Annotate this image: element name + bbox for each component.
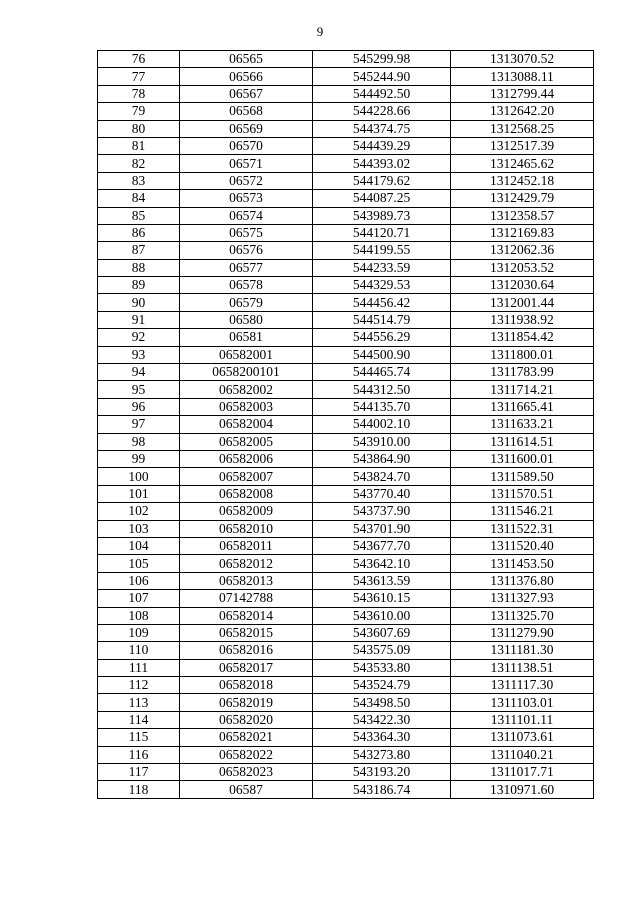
x-coordinate-cell: 544135.70: [313, 398, 451, 415]
table-row: [98, 746, 594, 763]
table-row: [98, 68, 594, 85]
x-coordinate-cell: 543824.70: [313, 468, 451, 485]
row-number-cell: 115: [98, 729, 180, 746]
point-id-cell: 06582007: [180, 468, 313, 485]
row-number-cell: 81: [98, 137, 180, 154]
table-row: [98, 764, 594, 781]
y-coordinate-cell: 1312568.25: [451, 120, 594, 137]
table-row: [98, 468, 594, 485]
x-coordinate-cell: 545299.98: [313, 51, 451, 68]
y-coordinate-cell: 1311453.50: [451, 555, 594, 572]
row-number-cell: 101: [98, 485, 180, 502]
y-coordinate-cell: 1311279.90: [451, 624, 594, 641]
table-row: [98, 120, 594, 137]
table-row: [98, 416, 594, 433]
y-coordinate-cell: 1312169.83: [451, 224, 594, 241]
table-row: [98, 207, 594, 224]
x-coordinate-cell: 543575.09: [313, 642, 451, 659]
x-coordinate-cell: 544556.29: [313, 329, 451, 346]
point-id-cell: 06582022: [180, 746, 313, 763]
table-row: [98, 677, 594, 694]
row-number-cell: 88: [98, 259, 180, 276]
row-number-cell: 78: [98, 85, 180, 102]
x-coordinate-cell: 545244.90: [313, 68, 451, 85]
row-number-cell: 76: [98, 51, 180, 68]
table-row: [98, 51, 594, 68]
y-coordinate-cell: 1311325.70: [451, 607, 594, 624]
point-id-cell: 06582017: [180, 659, 313, 676]
point-id-cell: 06571: [180, 155, 313, 172]
row-number-cell: 95: [98, 381, 180, 398]
y-coordinate-cell: 1311376.80: [451, 572, 594, 589]
row-number-cell: 113: [98, 694, 180, 711]
table-row: [98, 85, 594, 102]
point-id-cell: 06575: [180, 224, 313, 241]
x-coordinate-cell: 544439.29: [313, 137, 451, 154]
table-row: [98, 555, 594, 572]
point-id-cell: 06567: [180, 85, 313, 102]
y-coordinate-cell: 1311017.71: [451, 764, 594, 781]
table-row: [98, 398, 594, 415]
y-coordinate-cell: 1312517.39: [451, 137, 594, 154]
point-id-cell: 06582021: [180, 729, 313, 746]
y-coordinate-cell: 1311040.21: [451, 746, 594, 763]
row-number-cell: 109: [98, 624, 180, 641]
table-row: [98, 607, 594, 624]
point-id-cell: 06582016: [180, 642, 313, 659]
coordinates-table-body: [98, 51, 594, 799]
table-row: [98, 729, 594, 746]
table-row: [98, 364, 594, 381]
y-coordinate-cell: 1312642.20: [451, 103, 594, 120]
point-id-cell: 06582018: [180, 677, 313, 694]
x-coordinate-cell: 543677.70: [313, 537, 451, 554]
point-id-cell: 06570: [180, 137, 313, 154]
y-coordinate-cell: 1311520.40: [451, 537, 594, 554]
y-coordinate-cell: 1311633.21: [451, 416, 594, 433]
y-coordinate-cell: 1311327.93: [451, 590, 594, 607]
x-coordinate-cell: 543737.90: [313, 503, 451, 520]
table-row: [98, 311, 594, 328]
row-number-cell: 87: [98, 242, 180, 259]
table-row: [98, 624, 594, 641]
y-coordinate-cell: 1313070.52: [451, 51, 594, 68]
row-number-cell: 96: [98, 398, 180, 415]
row-number-cell: 90: [98, 294, 180, 311]
row-number-cell: 99: [98, 450, 180, 467]
table-row: [98, 537, 594, 554]
point-id-cell: 06582005: [180, 433, 313, 450]
x-coordinate-cell: 543524.79: [313, 677, 451, 694]
table-row: [98, 642, 594, 659]
table-row: [98, 155, 594, 172]
point-id-cell: 06576: [180, 242, 313, 259]
y-coordinate-cell: 1311073.61: [451, 729, 594, 746]
x-coordinate-cell: 544228.66: [313, 103, 451, 120]
y-coordinate-cell: 1311938.92: [451, 311, 594, 328]
point-id-cell: 06582013: [180, 572, 313, 589]
table-row: [98, 694, 594, 711]
x-coordinate-cell: 543864.90: [313, 450, 451, 467]
table-row: [98, 329, 594, 346]
point-id-cell: 06582002: [180, 381, 313, 398]
point-id-cell: 07142788: [180, 590, 313, 607]
x-coordinate-cell: 543989.73: [313, 207, 451, 224]
row-number-cell: 92: [98, 329, 180, 346]
row-number-cell: 79: [98, 103, 180, 120]
y-coordinate-cell: 1312452.18: [451, 172, 594, 189]
row-number-cell: 89: [98, 277, 180, 294]
row-number-cell: 118: [98, 781, 180, 798]
y-coordinate-cell: 1312062.36: [451, 242, 594, 259]
row-number-cell: 84: [98, 190, 180, 207]
y-coordinate-cell: 1311546.21: [451, 503, 594, 520]
row-number-cell: 80: [98, 120, 180, 137]
point-id-cell: 06581: [180, 329, 313, 346]
point-id-cell: 06582020: [180, 711, 313, 728]
table-row: [98, 224, 594, 241]
x-coordinate-cell: 543186.74: [313, 781, 451, 798]
x-coordinate-cell: 543642.10: [313, 555, 451, 572]
y-coordinate-cell: 1312429.79: [451, 190, 594, 207]
table-row: [98, 781, 594, 798]
row-number-cell: 97: [98, 416, 180, 433]
point-id-cell: 06587: [180, 781, 313, 798]
row-number-cell: 102: [98, 503, 180, 520]
y-coordinate-cell: 1311600.01: [451, 450, 594, 467]
y-coordinate-cell: 1312053.52: [451, 259, 594, 276]
point-id-cell: 06582001: [180, 346, 313, 363]
point-id-cell: 06582008: [180, 485, 313, 502]
row-number-cell: 112: [98, 677, 180, 694]
x-coordinate-cell: 544312.50: [313, 381, 451, 398]
table-row: [98, 277, 594, 294]
y-coordinate-cell: 1311101.11: [451, 711, 594, 728]
y-coordinate-cell: 1311570.51: [451, 485, 594, 502]
y-coordinate-cell: 1311138.51: [451, 659, 594, 676]
coordinates-table: [97, 50, 594, 799]
table-row: [98, 381, 594, 398]
x-coordinate-cell: 543273.80: [313, 746, 451, 763]
point-id-cell: 06572: [180, 172, 313, 189]
x-coordinate-cell: 543498.50: [313, 694, 451, 711]
x-coordinate-cell: 543613.59: [313, 572, 451, 589]
row-number-cell: 85: [98, 207, 180, 224]
y-coordinate-cell: 1310971.60: [451, 781, 594, 798]
point-id-cell: 06582006: [180, 450, 313, 467]
row-number-cell: 107: [98, 590, 180, 607]
y-coordinate-cell: 1312001.44: [451, 294, 594, 311]
x-coordinate-cell: 544199.55: [313, 242, 451, 259]
table-row: [98, 103, 594, 120]
x-coordinate-cell: 543607.69: [313, 624, 451, 641]
y-coordinate-cell: 1311783.99: [451, 364, 594, 381]
table-row: [98, 659, 594, 676]
point-id-cell: 06565: [180, 51, 313, 68]
page-number: 9: [316, 24, 324, 39]
row-number-cell: 83: [98, 172, 180, 189]
row-number-cell: 108: [98, 607, 180, 624]
x-coordinate-cell: 544120.71: [313, 224, 451, 241]
point-id-cell: 06573: [180, 190, 313, 207]
point-id-cell: 06582003: [180, 398, 313, 415]
y-coordinate-cell: 1313088.11: [451, 68, 594, 85]
row-number-cell: 103: [98, 520, 180, 537]
y-coordinate-cell: 1311800.01: [451, 346, 594, 363]
table-row: [98, 242, 594, 259]
point-id-cell: 06582004: [180, 416, 313, 433]
x-coordinate-cell: 543364.30: [313, 729, 451, 746]
x-coordinate-cell: 543910.00: [313, 433, 451, 450]
y-coordinate-cell: 1312030.64: [451, 277, 594, 294]
point-id-cell: 0658200101: [180, 364, 313, 381]
table-row: [98, 520, 594, 537]
table-row: [98, 346, 594, 363]
table-row: [98, 190, 594, 207]
x-coordinate-cell: 544456.42: [313, 294, 451, 311]
table-row: [98, 485, 594, 502]
table-row: [98, 590, 594, 607]
x-coordinate-cell: 544179.62: [313, 172, 451, 189]
x-coordinate-cell: 543610.00: [313, 607, 451, 624]
point-id-cell: 06582011: [180, 537, 313, 554]
y-coordinate-cell: 1311665.41: [451, 398, 594, 415]
row-number-cell: 93: [98, 346, 180, 363]
row-number-cell: 106: [98, 572, 180, 589]
point-id-cell: 06580: [180, 311, 313, 328]
row-number-cell: 100: [98, 468, 180, 485]
table-row: [98, 294, 594, 311]
x-coordinate-cell: 544500.90: [313, 346, 451, 363]
row-number-cell: 104: [98, 537, 180, 554]
y-coordinate-cell: 1312799.44: [451, 85, 594, 102]
x-coordinate-cell: 544514.79: [313, 311, 451, 328]
x-coordinate-cell: 544374.75: [313, 120, 451, 137]
point-id-cell: 06579: [180, 294, 313, 311]
point-id-cell: 06582012: [180, 555, 313, 572]
y-coordinate-cell: 1311854.42: [451, 329, 594, 346]
table-row: [98, 137, 594, 154]
x-coordinate-cell: 544393.02: [313, 155, 451, 172]
point-id-cell: 06568: [180, 103, 313, 120]
x-coordinate-cell: 544465.74: [313, 364, 451, 381]
x-coordinate-cell: 543770.40: [313, 485, 451, 502]
x-coordinate-cell: 544002.10: [313, 416, 451, 433]
point-id-cell: 06569: [180, 120, 313, 137]
point-id-cell: 06566: [180, 68, 313, 85]
row-number-cell: 111: [98, 659, 180, 676]
point-id-cell: 06578: [180, 277, 313, 294]
x-coordinate-cell: 543193.20: [313, 764, 451, 781]
x-coordinate-cell: 543610.15: [313, 590, 451, 607]
point-id-cell: 06582019: [180, 694, 313, 711]
row-number-cell: 114: [98, 711, 180, 728]
point-id-cell: 06582015: [180, 624, 313, 641]
y-coordinate-cell: 1311589.50: [451, 468, 594, 485]
row-number-cell: 98: [98, 433, 180, 450]
y-coordinate-cell: 1311522.31: [451, 520, 594, 537]
row-number-cell: 94: [98, 364, 180, 381]
x-coordinate-cell: 544087.25: [313, 190, 451, 207]
y-coordinate-cell: 1311181.30: [451, 642, 594, 659]
y-coordinate-cell: 1312465.62: [451, 155, 594, 172]
y-coordinate-cell: 1311117.30: [451, 677, 594, 694]
x-coordinate-cell: 544329.53: [313, 277, 451, 294]
table-row: [98, 711, 594, 728]
y-coordinate-cell: 1311714.21: [451, 381, 594, 398]
x-coordinate-cell: 544492.50: [313, 85, 451, 102]
x-coordinate-cell: 544233.59: [313, 259, 451, 276]
y-coordinate-cell: 1312358.57: [451, 207, 594, 224]
y-coordinate-cell: 1311614.51: [451, 433, 594, 450]
row-number-cell: 91: [98, 311, 180, 328]
x-coordinate-cell: 543533.80: [313, 659, 451, 676]
point-id-cell: 06582023: [180, 764, 313, 781]
table-row: [98, 503, 594, 520]
row-number-cell: 116: [98, 746, 180, 763]
x-coordinate-cell: 543701.90: [313, 520, 451, 537]
y-coordinate-cell: 1311103.01: [451, 694, 594, 711]
point-id-cell: 06574: [180, 207, 313, 224]
row-number-cell: 110: [98, 642, 180, 659]
row-number-cell: 86: [98, 224, 180, 241]
point-id-cell: 06582010: [180, 520, 313, 537]
row-number-cell: 77: [98, 68, 180, 85]
point-id-cell: 06582009: [180, 503, 313, 520]
table-row: [98, 433, 594, 450]
row-number-cell: 105: [98, 555, 180, 572]
x-coordinate-cell: 543422.30: [313, 711, 451, 728]
table-row: [98, 572, 594, 589]
table-row: [98, 172, 594, 189]
row-number-cell: 117: [98, 764, 180, 781]
point-id-cell: 06582014: [180, 607, 313, 624]
table-row: [98, 259, 594, 276]
table-row: [98, 450, 594, 467]
point-id-cell: 06577: [180, 259, 313, 276]
row-number-cell: 82: [98, 155, 180, 172]
